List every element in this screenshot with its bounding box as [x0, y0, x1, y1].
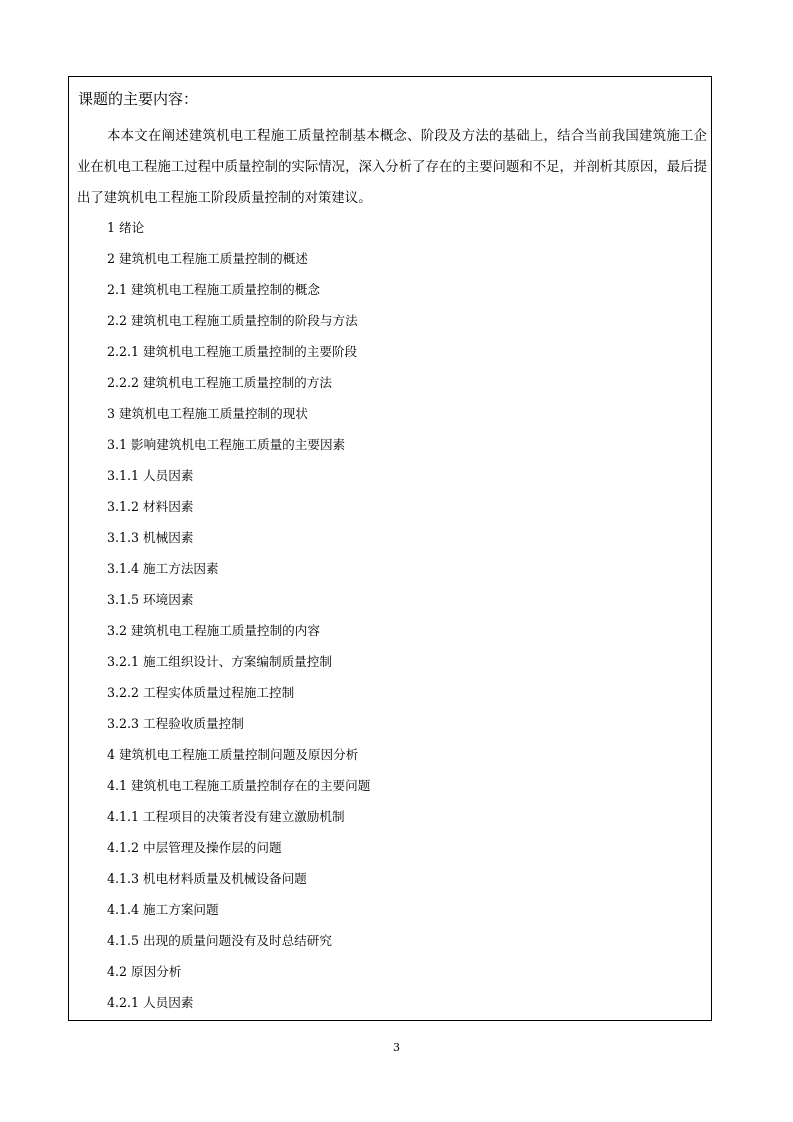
outline-item: 4 建筑机电工程施工质量控制问题及原因分析: [107, 747, 359, 762]
outline-item: 4.2 原因分析: [107, 964, 182, 979]
outline-item: 3.1.5 环境因素: [107, 592, 194, 607]
outline-item: 3.2 建筑机电工程施工质量控制的内容: [107, 623, 320, 638]
outline-item: 2.2 建筑机电工程施工质量控制的阶段与方法: [107, 313, 358, 328]
outline-item: 4.2.1 人员因素: [107, 995, 194, 1010]
outline-item: 2 建筑机电工程施工质量控制的概述: [107, 251, 308, 266]
outline-item: 2.2.2 建筑机电工程施工质量控制的方法: [107, 375, 332, 390]
outline-item: 3 建筑机电工程施工质量控制的现状: [107, 406, 308, 421]
outline-item: 3.1.3 机械因素: [107, 530, 194, 545]
outline-item: 4.1.1 工程项目的决策者没有建立激励机制: [107, 809, 345, 824]
section-heading: 课题的主要内容：: [78, 90, 199, 108]
intro-paragraph: 本本文在阐述建筑机电工程施工质量控制基本概念、阶段及方法的基础上，结合当前我国建筑施工企业在机电工程施工过程中质量控制的实际情况，深入分析了存在的主要问题和不足，并剖析其原因，最后提出了建筑机电工程施工阶段质量控制的对策建议。: [77, 129, 707, 206]
page-number: 3: [393, 1041, 400, 1054]
outline-item: 2.1 建筑机电工程施工质量控制的概念: [107, 282, 320, 297]
outline-item: 3.1.4 施工方法因素: [107, 561, 219, 576]
outline-item: 4.1.3 机电材料质量及机械设备问题: [107, 871, 307, 886]
outline-item: 4.1.2 中层管理及操作层的问题: [107, 840, 282, 855]
outline-item: 3.2.3 工程验收质量控制: [107, 716, 244, 731]
outline-list: [107, 212, 370, 1018]
outline-item: 4.1 建筑机电工程施工质量控制存在的主要问题: [107, 778, 371, 793]
outline-item: 3.2.2 工程实体质量过程施工控制: [107, 685, 295, 700]
outline-item: 3.1 影响建筑机电工程施工质量的主要因素: [107, 437, 346, 452]
outline-item: 3.1.2 材料因素: [107, 499, 194, 514]
content-frame: [68, 76, 712, 1021]
outline-item: 3.2.1 施工组织设计、方案编制质量控制: [107, 654, 332, 669]
outline-item: 2.2.1 建筑机电工程施工质量控制的主要阶段: [107, 344, 358, 359]
outline-item: 1 绪论: [107, 220, 145, 235]
outline-item: 4.1.5 出现的质量问题没有及时总结研究: [107, 933, 332, 948]
outline-item: 4.1.4 施工方案问题: [107, 902, 219, 917]
outline-item: 3.1.1 人员因素: [107, 468, 194, 483]
